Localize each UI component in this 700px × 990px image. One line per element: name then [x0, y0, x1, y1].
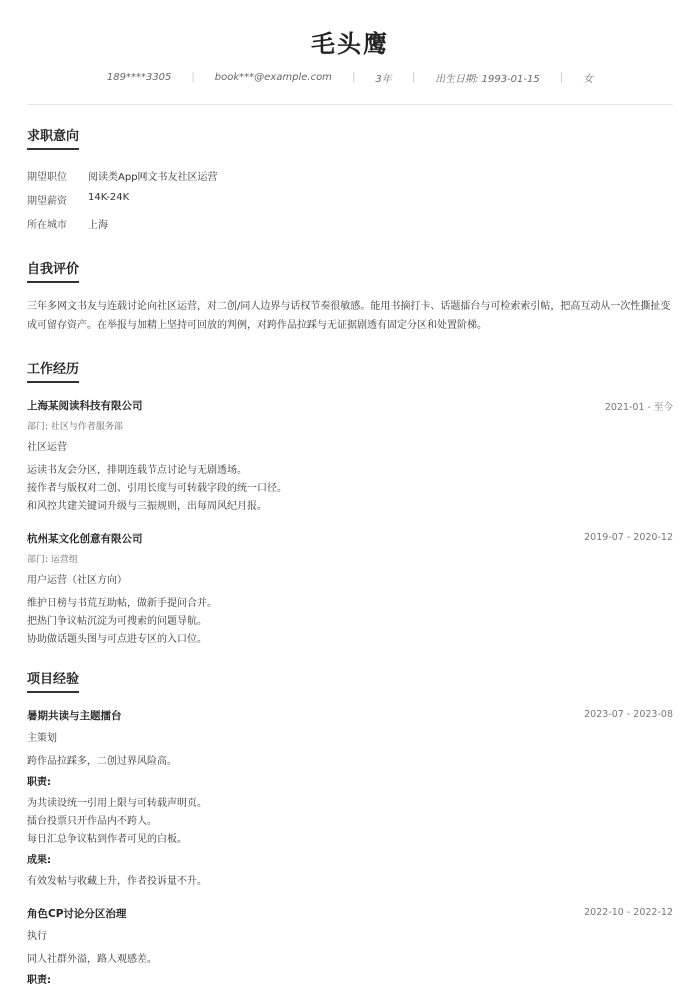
intent-row-position — [27, 168, 218, 183]
project-name: 暑期共读与主题擂台 — [27, 710, 122, 722]
contact-info-bar — [0, 70, 700, 85]
section-underline — [27, 148, 79, 150]
job-company: 上海某阅读科技有限公司 — [27, 400, 143, 412]
section-title-summary: 自我评价 — [27, 262, 80, 277]
birth-date: 出生日期: 1993-01-15 — [435, 74, 540, 85]
intent-row-city — [27, 216, 108, 231]
intent-value: 14K-24K — [88, 192, 130, 203]
job-dept: 部门: 运营组 — [27, 555, 78, 565]
intent-key: 所在城市 — [27, 220, 67, 231]
section-title-intent: 求职意向 — [27, 129, 80, 144]
project-duty-line: 为共读设统一引用上限与可转载声明页。 — [27, 798, 207, 809]
job-role: 用户运营（社区方向） — [27, 575, 127, 586]
summary-text: 三年多网文书友与连载讨论向社区运营，对二创/同人边界与话权节奏很敏感。能用书摘打卡、话题擂台与可检索索引帖，把高互动从一次性撕扯变成可留存资产。在举报与加精上坚持可回放的判例，对跨作品拉踩与无证据剧透有固定分区和处置阶梯。 — [27, 301, 671, 331]
job-date: 2021-01 - 至今 — [604, 402, 673, 413]
intent-value: 上海 — [88, 220, 108, 231]
separator: | — [411, 72, 416, 83]
email-address: book***@example.com — [214, 72, 332, 83]
intent-row-salary — [27, 192, 129, 207]
work-years: 3年 — [375, 74, 392, 85]
job-duty-line: 和风控共建关键词升级与三振规则，出每周风纪月报。 — [27, 501, 267, 512]
phone-number: 189****3305 — [106, 72, 172, 83]
job-duty-line: 协助做话题头图与可点进专区的入口位。 — [27, 634, 207, 645]
project-duty-line: 擂台投票只开作品内不跨人。 — [27, 816, 157, 827]
intent-key: 期望薪资 — [27, 196, 67, 207]
job-duty-line: 把热门争议帖沉淀为可搜索的问题导航。 — [27, 616, 207, 627]
project-duty-label: 职责: — [27, 777, 51, 788]
job-duty-line: 运读书友会分区，排期连载节点讨论与无剧透场。 — [27, 465, 247, 476]
job-date: 2019-07 - 2020-12 — [584, 532, 673, 543]
project-name: 角色CP讨论分区治理 — [27, 908, 127, 920]
project-desc: 跨作品拉踩多，二创过界风险高。 — [27, 756, 177, 767]
intent-key: 期望职位 — [27, 172, 67, 183]
section-underline — [27, 691, 79, 693]
candidate-name: 毛头鹰 — [311, 30, 389, 58]
section-underline — [27, 381, 79, 383]
project-result-line: 有效发帖与收藏上升，作者投诉量不升。 — [27, 876, 207, 887]
project-role: 执行 — [27, 931, 47, 942]
job-role: 社区运营 — [27, 442, 67, 453]
project-role: 主策划 — [27, 733, 57, 744]
job-dept: 部门: 社区与作者服务部 — [27, 422, 123, 432]
gender: 女 — [583, 74, 594, 85]
section-title-projects: 项目经验 — [27, 672, 80, 687]
separator: | — [351, 72, 356, 83]
separator: | — [559, 72, 564, 83]
project-date: 2022-10 - 2022-12 — [584, 907, 673, 918]
project-desc: 同人社群外溢，路人观感差。 — [27, 954, 157, 965]
job-company: 杭州某文化创意有限公司 — [27, 533, 143, 545]
project-duty-label: 职责: — [27, 975, 51, 986]
section-title-work: 工作经历 — [27, 362, 80, 377]
project-result-label: 成果: — [27, 855, 51, 866]
project-duty-line: 每日汇总争议粘到作者可见的白板。 — [27, 834, 187, 845]
job-duty-line: 接作者与版权对二创、引用长度与可转载字段的统一口径。 — [27, 483, 287, 494]
project-date: 2023-07 - 2023-08 — [584, 709, 673, 720]
intent-value: 阅读类App网文书友社区运营 — [88, 172, 218, 183]
header-divider — [27, 104, 673, 105]
job-duty-line: 维护日榜与书荒互助帖，做新手提问合并。 — [27, 598, 217, 609]
section-underline — [27, 281, 79, 283]
separator: | — [191, 72, 195, 83]
